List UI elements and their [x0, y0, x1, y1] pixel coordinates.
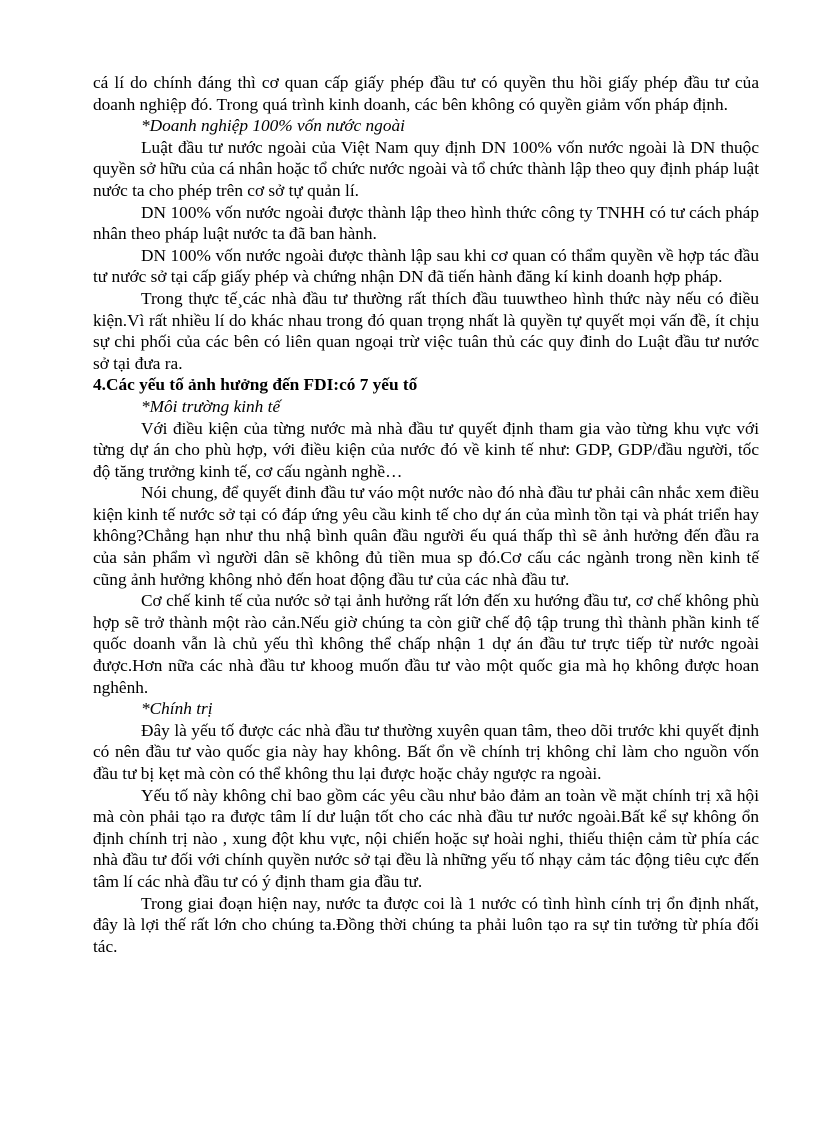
- subheading-foreign-owned-enterprise: *Doanh nghiệp 100% vốn nước ngoài: [141, 116, 405, 136]
- subheading-politics: *Chính trị: [141, 699, 213, 719]
- paragraph: DN 100% vốn nước ngoài được thành lập sau khi cơ quan có thẩm quyền về hợp tác đầu tư nước sở tại cấp giấy phép và chứng nhận DN đã tiến hành đăng kí kinh doanh hợp pháp.: [93, 245, 759, 287]
- subheading-economic-environment: *Môi trường kinh tế: [141, 396, 281, 416]
- paragraph: DN 100% vốn nước ngoài được thành lập theo hình thức công ty TNHH có tư cách pháp nhân theo pháp luật nước ta đã ban hành.: [93, 202, 759, 244]
- paragraph: Cơ chế kinh tế của nước sở tại ảnh hưởng rất lớn đến xu hướng đầu tư, cơ chế không phù hợp sẽ trở thành một rào cản.Nếu giờ chúng ta còn giữ chế độ tập trung thì thành phần kinh tế quốc doanh vẫn là chủ yếu thì không thể chấp nhận 1 dự án đầu tư trực tiếp từ nước ngoài được.Hơn nữa các nhà đầu tư khoog muốn đầu tư vào một quốc gia mà họ không được hoan nghênh.: [93, 591, 759, 697]
- document-page: [93, 72, 759, 957]
- paragraph: Yếu tố này không chỉ bao gồm các yêu cầu như bảo đảm an toàn về mặt chính trị xã hội mà còn phải tạo ra được tâm lí dư luận tốt cho các nhà đầu tư nước ngoài.Bất kể sự không ổn định chính trị nào , xung đột khu vực, nội chiến hoặc sự hoài nghi, thiếu thiện cảm từ phía các nhà đầu tư đối với chính quyền nước sở tại đều là những yếu tố nhạy cảm tác động tiêu cực đến tâm lí các nhà đầu tư có ý định tham gia đầu tư.: [93, 785, 759, 891]
- paragraph: Nói chung, để quyết đinh đầu tư váo một nước nào đó nhà đầu tư phải cân nhắc xem điều kiện kinh tế nước sở tại có đáp ứng yêu cầu kinh tế cho dự án của mình tồn tại và phát triển hay không?Chẳng hạn như thu nhậ bình quân đầu người ếu quá thấp thì sẽ ảnh hưởng đến đầu ra của sản phẩm vì người dân sẽ không đủ tiền mua sp đó.Cơ cấu các ngành trong nền kinh tế cũng ảnh hưởng không nhỏ đến hoat động đầu tư của các nhà đầu tư.: [93, 483, 759, 589]
- paragraph: Với điều kiện của từng nước mà nhà đầu tư quyết định tham gia vào từng khu vực với từng dự án cho phù hợp, với điều kiện của nước đó về kinh tế như: GDP, GDP/đầu người, tốc độ tăng trưởng kinh tế, cơ cấu ngành nghề…: [93, 418, 759, 481]
- paragraph: Trong thực tế¸các nhà đầu tư thường rất thích đầu tuuwtheo hình thức này nếu có điều kiện.Vì rất nhiều lí do khác nhau trong đó quan trọng nhất là quyền tự quyết mọi vấn đề, ít chịu sự chi phối của các bên có liên quan ngoại trừ việc tuân thủ các quy đinh do Luật đầu tư nước sở tại đưa ra.: [93, 288, 759, 373]
- paragraph: Luật đầu tư nước ngoài của Việt Nam quy định DN 100% vốn nước ngoài là DN thuộc quyền sở hữu của cá nhân hoặc tổ chức nước ngoài và tổ chức thành lập theo quy định pháp luật nước ta cho phép trên cơ sở tự quản lí.: [93, 137, 759, 200]
- paragraph-continuation: cá lí do chính đáng thì cơ quan cấp giấy phép đầu tư có quyền thu hồi giấy phép đầu tư của doanh nghiệp đó. Trong quá trình kinh doanh, các bên không có quyền giảm vốn pháp định.: [93, 73, 759, 114]
- paragraph: Đây là yếu tố được các nhà đầu tư thường xuyên quan tâm, theo dõi trước khi quyết định có nên đầu tư vào quốc gia này hay không. Bất ổn về chính trị không chỉ làm cho nguồn vốn đầu tư bị kẹt mà còn có thể không thu lại được hoặc chảy ngược ra ngoài.: [93, 720, 759, 783]
- paragraph: Trong giai đoạn hiện nay, nước ta được coi là 1 nước có tình hình cính trị ổn định nhất, đây là lợi thế rất lớn cho chúng ta.Đồng thời chúng ta phải luôn tạo ra sự tin tưởng từ phía đối tác.: [93, 893, 759, 956]
- section-heading-fdi-factors: 4.Các yếu tố ảnh hưởng đến FDI:có 7 yếu tố: [93, 375, 418, 395]
